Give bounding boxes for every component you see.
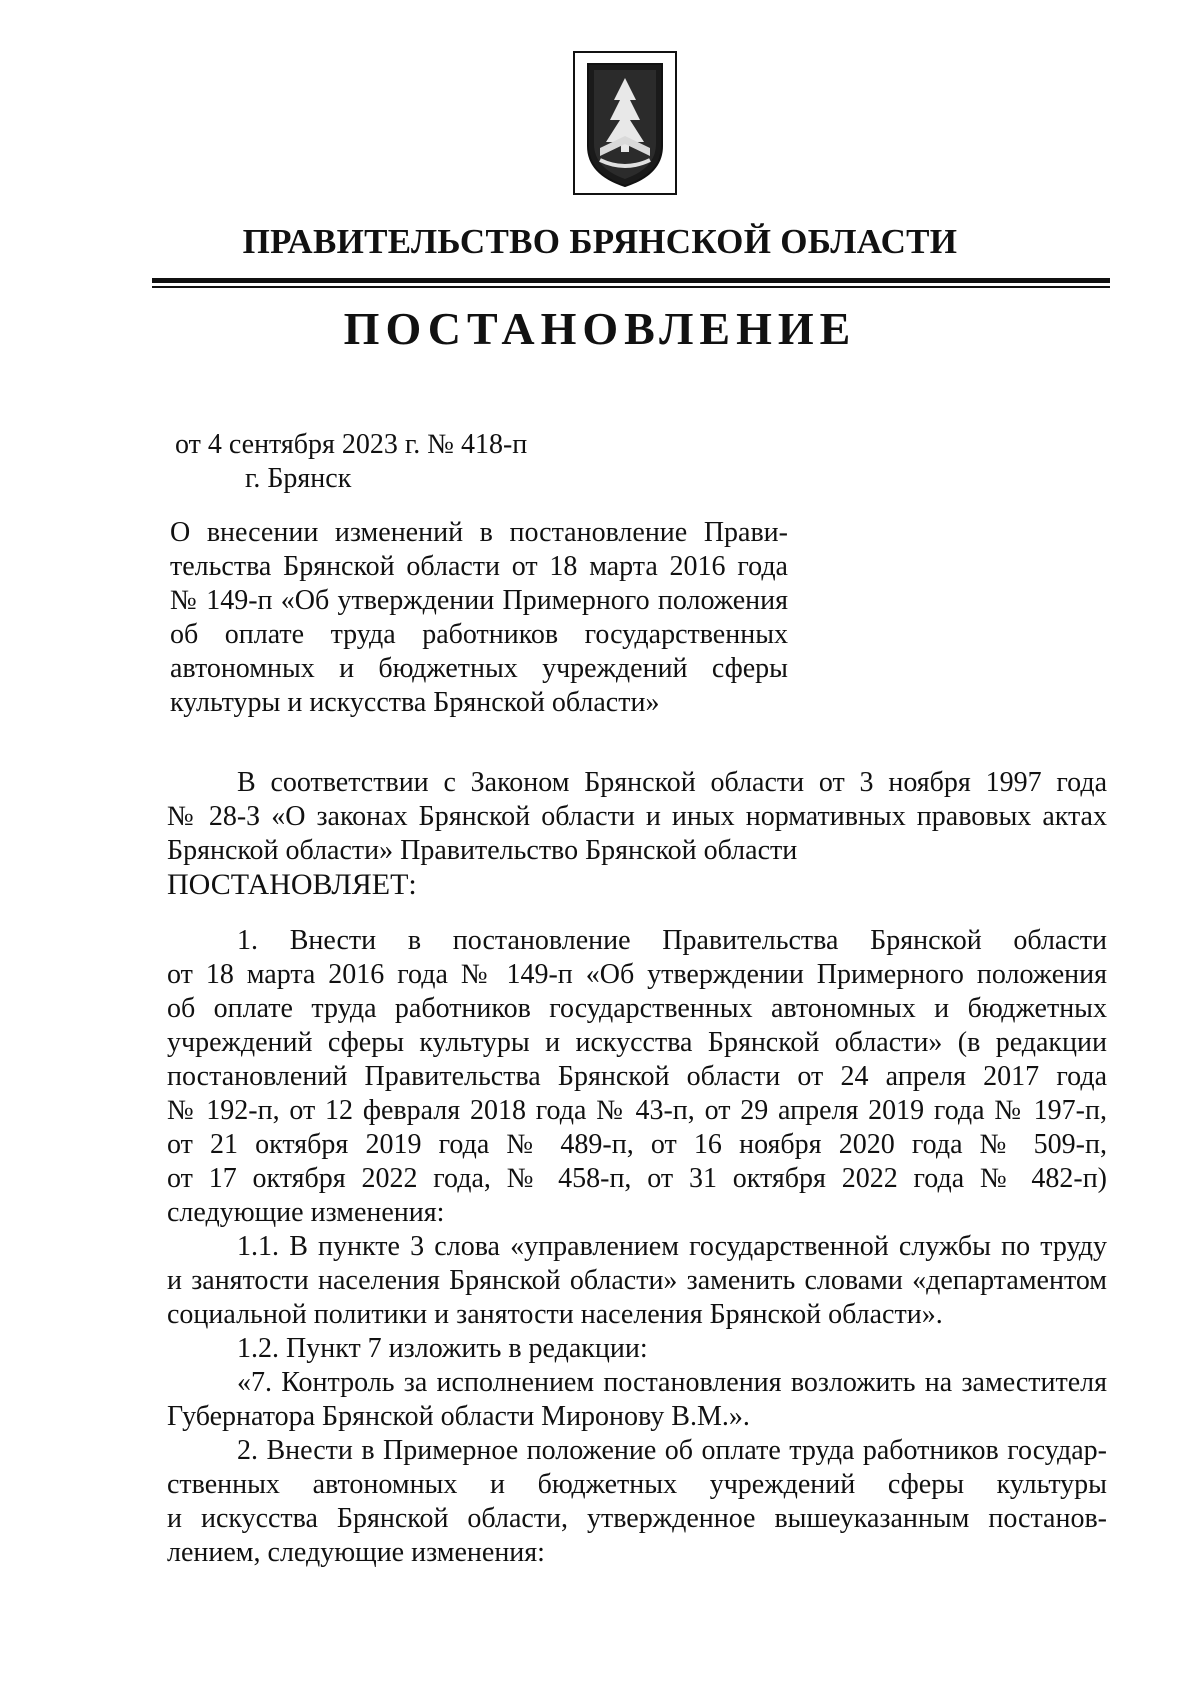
title-line: автономных и бюджетных учреждений сферы (170, 653, 788, 684)
city: г. Брянск (245, 463, 352, 494)
organization-name: ПРАВИТЕЛЬСТВО БРЯНСКОЙ ОБЛАСТИ (242, 222, 958, 261)
body-line: от 18 марта 2016 года № 149-п «Об утверждении Примерного положения (167, 959, 1107, 990)
title-line: об оплате труда работников государственных (170, 619, 788, 650)
body-line: «7. Контроль за исполнением постановления возложить на заместителя (237, 1367, 1107, 1398)
body-line: учреждений сферы культуры и искусства Брянской области» (в редакции (167, 1027, 1107, 1058)
body-line: 1.2. Пункт 7 изложить в редакции: (237, 1333, 648, 1364)
title-line: культуры и искусства Брянской области» (170, 687, 660, 718)
body-line: № 192-п, от 12 февраля 2018 года № 43-п, от 29 апреля 2019 года № 197-п, (167, 1095, 1107, 1126)
body-line: ственных автономных и бюджетных учреждений сферы культуры (167, 1469, 1107, 1500)
body-line: постановлений Правительства Брянской области от 24 апреля 2017 года (167, 1061, 1107, 1092)
body-line: об оплате труда работников государственных автономных и бюджетных (167, 993, 1107, 1024)
title-line: тельства Брянской области от 18 марта 2016 года (170, 551, 788, 582)
date-number: от 4 сентября 2023 г. № 418-п (175, 429, 528, 460)
body-line: и искусства Брянской области, утвержденное вышеуказанным постанов- (167, 1503, 1107, 1534)
body-line: Губернатора Брянской области Миронову В.М.». (167, 1401, 750, 1432)
header-divider-thick (152, 278, 1110, 283)
body-line: 1. Внести в постановление Правительства Брянской области (237, 925, 1107, 956)
title-line: № 149-п «Об утверждении Примерного положения (170, 585, 788, 616)
preamble-line: № 28-З «О законах Брянской области и иных нормативных правовых актах (167, 801, 1107, 832)
header-divider-thin (152, 286, 1110, 288)
body-line: и занятости населения Брянской области» заменить словами «департаментом (167, 1265, 1107, 1296)
body-line: социальной политики и занятости населения Брянской области». (167, 1299, 943, 1330)
body-line: лением, следующие изменения: (167, 1537, 545, 1568)
preamble-line: В соответствии с Законом Брянской области от 3 ноября 1997 года (237, 767, 1107, 798)
preamble-line: Брянской области» Правительство Брянской области (167, 835, 798, 866)
body-line: следующие изменения: (167, 1197, 445, 1228)
body-line: 1.1. В пункте 3 слова «управлением государственной службы по труду (237, 1231, 1107, 1262)
title-line: О внесении изменений в постановление Прави- (170, 517, 788, 548)
resolves-keyword: ПОСТАНОВЛЯЕТ: (167, 868, 417, 901)
body-line: 2. Внести в Примерное положение об оплате труда работников государ- (237, 1435, 1107, 1466)
body-line: от 21 октября 2019 года № 489-п, от 16 ноября 2020 года № 509-п, (167, 1129, 1107, 1160)
coat-of-arms-emblem (570, 48, 680, 198)
document-type: ПОСТАНОВЛЕНИЕ (343, 303, 857, 354)
body-line: от 17 октября 2022 года, № 458-п, от 31 октября 2022 года № 482-п) (167, 1163, 1107, 1194)
